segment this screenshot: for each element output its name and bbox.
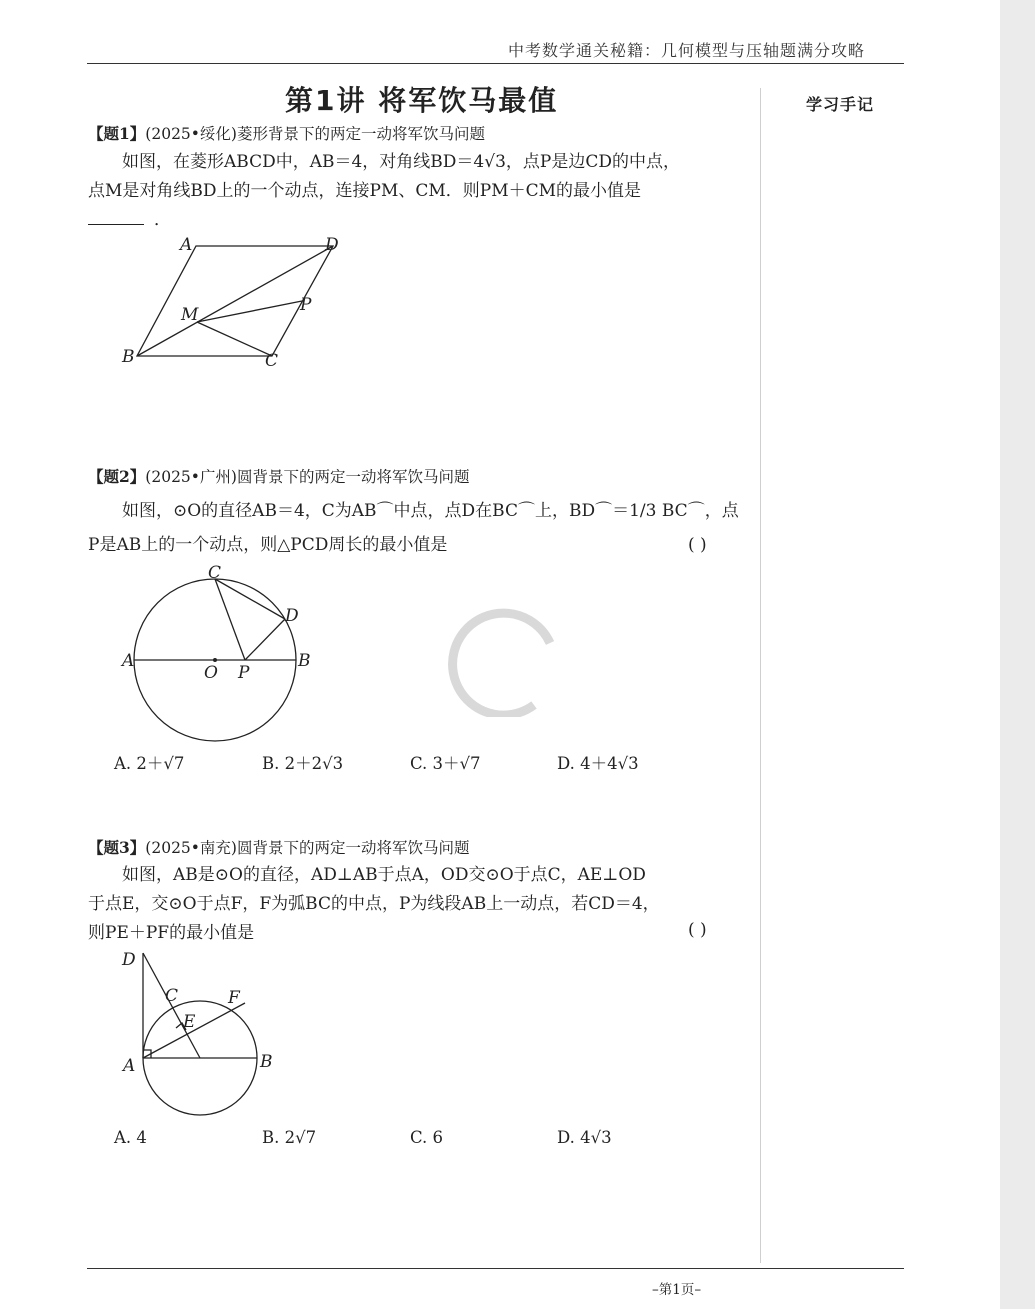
label-P: P [300, 295, 312, 315]
label-D: D [122, 950, 136, 970]
loading-spinner-icon [444, 605, 556, 717]
question-3-answer-paren: ( ) [688, 920, 707, 940]
question-2-heading [88, 465, 470, 487]
question-2-option-b: B. 2＋2√3 [262, 754, 344, 773]
question-3-topic: 圆背景下的两定一动将军饮马问题 [236, 839, 470, 857]
label-A: A [180, 235, 193, 255]
label-A: A [122, 651, 135, 671]
question-3-line-1: 如图，AB是⊙O的直径，AD⊥AB于点A，OD交⊙O于点C，AE⊥OD [122, 865, 646, 885]
question-2-figure [110, 560, 320, 745]
question-1-figure [110, 228, 370, 378]
question-1-topic: 菱形背景下的两定一动将军饮马问题 [236, 125, 485, 143]
question-2-tag: 【题2】 [88, 467, 146, 486]
lesson-title: 第1讲 将军饮马最值 [285, 84, 559, 117]
answer-blank [88, 210, 144, 225]
book-title: 中考数学通关秘籍：几何模型与压轴题满分攻略 [507, 41, 865, 60]
question-3-option-b: B. 2√7 [262, 1128, 317, 1147]
page-number: –第1页– [652, 1282, 702, 1298]
notes-column-divider [760, 88, 761, 1263]
label-E: E [183, 1012, 196, 1032]
label-P: P [238, 663, 250, 683]
question-1-heading [88, 122, 485, 144]
label-B: B [122, 347, 135, 367]
question-2-option-a: A. 2＋√7 [114, 754, 185, 773]
question-2-line-2: P是AB上的一个动点，则△PCD周长的最小值是 [88, 535, 448, 555]
question-1-line-1: 如图，在菱形ABCD中，AB＝4，对角线BD＝4√3，点P是边CD的中点， [122, 152, 680, 172]
question-3-source: (2025•南充) [145, 839, 237, 857]
label-O: O [204, 663, 218, 683]
viewer-margin [1000, 0, 1035, 1309]
question-3-heading [88, 836, 470, 858]
label-M: M [181, 305, 199, 325]
label-F: F [228, 988, 240, 1008]
question-1-line-2: 点M是对角线BD上的一个动点，连接PM、CM．则PM＋CM的最小值是 [88, 181, 642, 201]
question-1-source: (2025•绥化) [145, 125, 237, 143]
question-3-text [88, 861, 743, 948]
question-3-option-c: C. 6 [410, 1128, 444, 1147]
header-divider [87, 63, 904, 64]
question-3-figure [110, 945, 300, 1125]
question-3-line-3: 则PE＋PF的最小值是 [88, 923, 255, 943]
question-3-option-d: D. 4√3 [557, 1128, 612, 1147]
label-C: C [208, 563, 222, 583]
footer-divider [87, 1268, 904, 1269]
question-1-line-3: ． [154, 210, 171, 230]
label-B: B [260, 1052, 273, 1072]
label-C: C [265, 351, 279, 371]
question-1-tag: 【题1】 [88, 124, 146, 143]
label-D: D [285, 606, 299, 626]
question-3-tag: 【题3】 [88, 838, 146, 857]
question-1-text [88, 148, 743, 235]
label-A: A [123, 1056, 136, 1076]
question-3-option-a: A. 4 [114, 1128, 147, 1147]
question-2-text [88, 494, 743, 562]
question-2-answer-paren: ( ) [688, 535, 707, 555]
question-2-topic: 圆背景下的两定一动将军饮马问题 [236, 468, 470, 486]
label-C: C [165, 986, 179, 1006]
question-2-option-d: D. 4＋4√3 [557, 754, 639, 773]
notes-title: 学习手记 [806, 95, 875, 114]
label-D: D [325, 235, 339, 255]
question-2-source: (2025•广州) [145, 468, 237, 486]
question-2-option-c: C. 3＋√7 [410, 754, 481, 773]
question-3-line-2: 于点E，交⊙O于点F，F为弧BC的中点，P为线段AB上一动点，若CD＝4， [88, 894, 660, 914]
label-B: B [298, 651, 311, 671]
question-2-line-1: 如图，⊙O的直径AB＝4，C为AB⌒中点，点D在BC⌒上，BD⌒＝1/3 BC⌒，点 [122, 501, 739, 521]
